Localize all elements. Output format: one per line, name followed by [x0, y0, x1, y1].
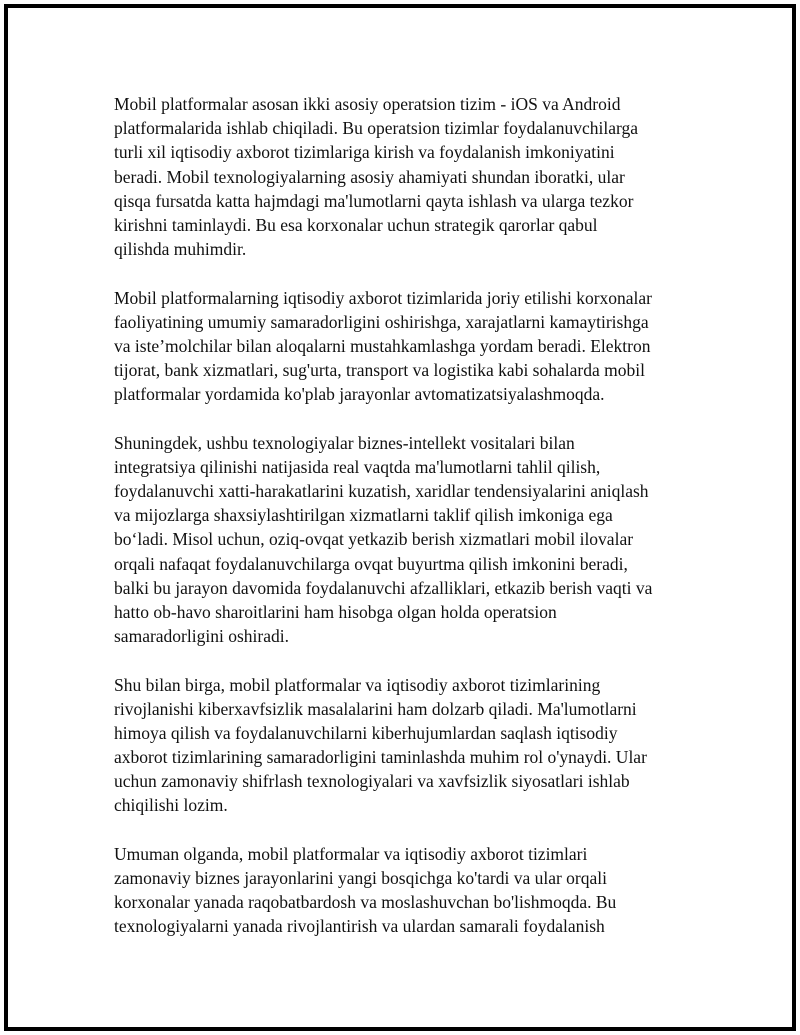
text-line: Shu bilan birga, mobil platformalar va iqtisodiy axborot tizimlarining: [114, 674, 601, 695]
text-line: himoya qilish va foydalanuvchilarni kiberhujumlardan saqlash iqtisodiy: [114, 722, 618, 743]
document-body: [114, 92, 694, 939]
text-line: texnologiyalarni yanada rivojlantirish va ulardan samarali foydalanish: [114, 916, 605, 937]
text-line: hatto ob-havo sharoitlarini ham hisobga olgan holda operatsion: [114, 601, 557, 622]
paragraph-gap: [114, 261, 694, 285]
text-line: beradi. Mobil texnologiyalarning asosiy ahamiyati shundan iboratki, ular: [114, 166, 625, 187]
text-line: kirishni taminlaydi. Bu esa korxonalar uchun strategik qarorlar qabul: [114, 214, 598, 235]
text-line: samaradorligini oshiradi.: [114, 626, 289, 647]
text-line: korxonalar yanada raqobatbardosh va moslashuvchan bo'lishmoqda. Bu: [114, 892, 617, 913]
text-line: qilishda muhimdir.: [114, 239, 247, 260]
text-line: balki bu jarayon davomida foydalanuvchi afzalliklari, etkazib berish vaqti va: [114, 577, 653, 598]
text-line: rivojlanishi kiberxavfsizlik masalalarini ham dolzarb qiladi. Ma'lumotlarni: [114, 698, 637, 719]
paragraph-1: [114, 92, 694, 261]
text-line: Shuningdek, ushbu texnologiyalar biznes-intellekt vositalari bilan: [114, 432, 575, 453]
text-line: Mobil platformalar asosan ikki asosiy operatsion tizim - iOS va Android: [114, 94, 621, 114]
paragraph-gap: [114, 818, 694, 842]
paragraph-3: [114, 431, 694, 649]
text-line: qisqa fursatda katta hajmdagi ma'lumotlarni qayta ishlash va ularga tezkor: [114, 190, 634, 211]
text-line: Mobil platformalarning iqtisodiy axborot tizimlarida joriy etilishi korxonalar: [114, 287, 653, 308]
text-line: va mijozlarga shaxsiylashtirilgan xizmatlarni taklif qilish imkoniga ega: [114, 505, 613, 526]
paragraph-gap: [114, 406, 694, 430]
text-line: integratsiya qilinishi natijasida real vaqtda ma'lumotlarni tahlil qilish,: [114, 456, 601, 477]
text-line: platformalarida ishlab chiqiladi. Bu operatsion tizimlar foydalanuvchilarga: [114, 118, 639, 139]
text-line: turli xil iqtisodiy axborot tizimlariga kirish va foydalanish imkoniyatini: [114, 142, 615, 163]
text-line: faoliyatining umumiy samaradorligini oshirishga, xarajatlarni kamaytirishga: [114, 311, 649, 332]
text-line: tijorat, bank xizmatlari, sug'urta, transport va logistika kabi sohalarda mobil: [114, 360, 645, 381]
text-line: foydalanuvchi xatti-harakatlarini kuzatish, xaridlar tendensiyalarini aniqlash: [114, 481, 649, 501]
paragraph-4: [114, 673, 694, 818]
text-line: va iste’molchilar bilan aloqalarni mustahkamlashga yordam beradi. Elektron: [114, 335, 651, 356]
text-line: axborot tizimlarining samaradorligini taminlashda muhim rol o'ynaydi. Ular: [114, 747, 647, 768]
text-line: uchun zamonaviy shifrlash texnologiyalari va xavfsizlik siyosatlari ishlab: [114, 771, 630, 792]
text-line: orqali nafaqat foydalanuvchilarga ovqat buyurtma qilish imkonini beradi,: [114, 553, 628, 574]
text-line: chiqilishi lozim.: [114, 795, 228, 816]
text-line: Umuman olganda, mobil platformalar va iqtisodiy axborot tizimlari: [114, 843, 588, 864]
text-line: bo‘ladi. Misol uchun, oziq-ovqat yetkazib berish xizmatlari mobil ilovalar: [114, 529, 634, 550]
text-line: platformalar yordamida ko'plab jarayonlar avtomatizatsiyalashmoqda.: [114, 384, 605, 405]
text-line: zamonaviy biznes jarayonlarini yangi bosqichga ko'tardi va ular orqali: [114, 868, 607, 888]
paragraph-gap: [114, 648, 694, 672]
paragraph-2: [114, 286, 694, 407]
paragraph-5: [114, 842, 694, 939]
